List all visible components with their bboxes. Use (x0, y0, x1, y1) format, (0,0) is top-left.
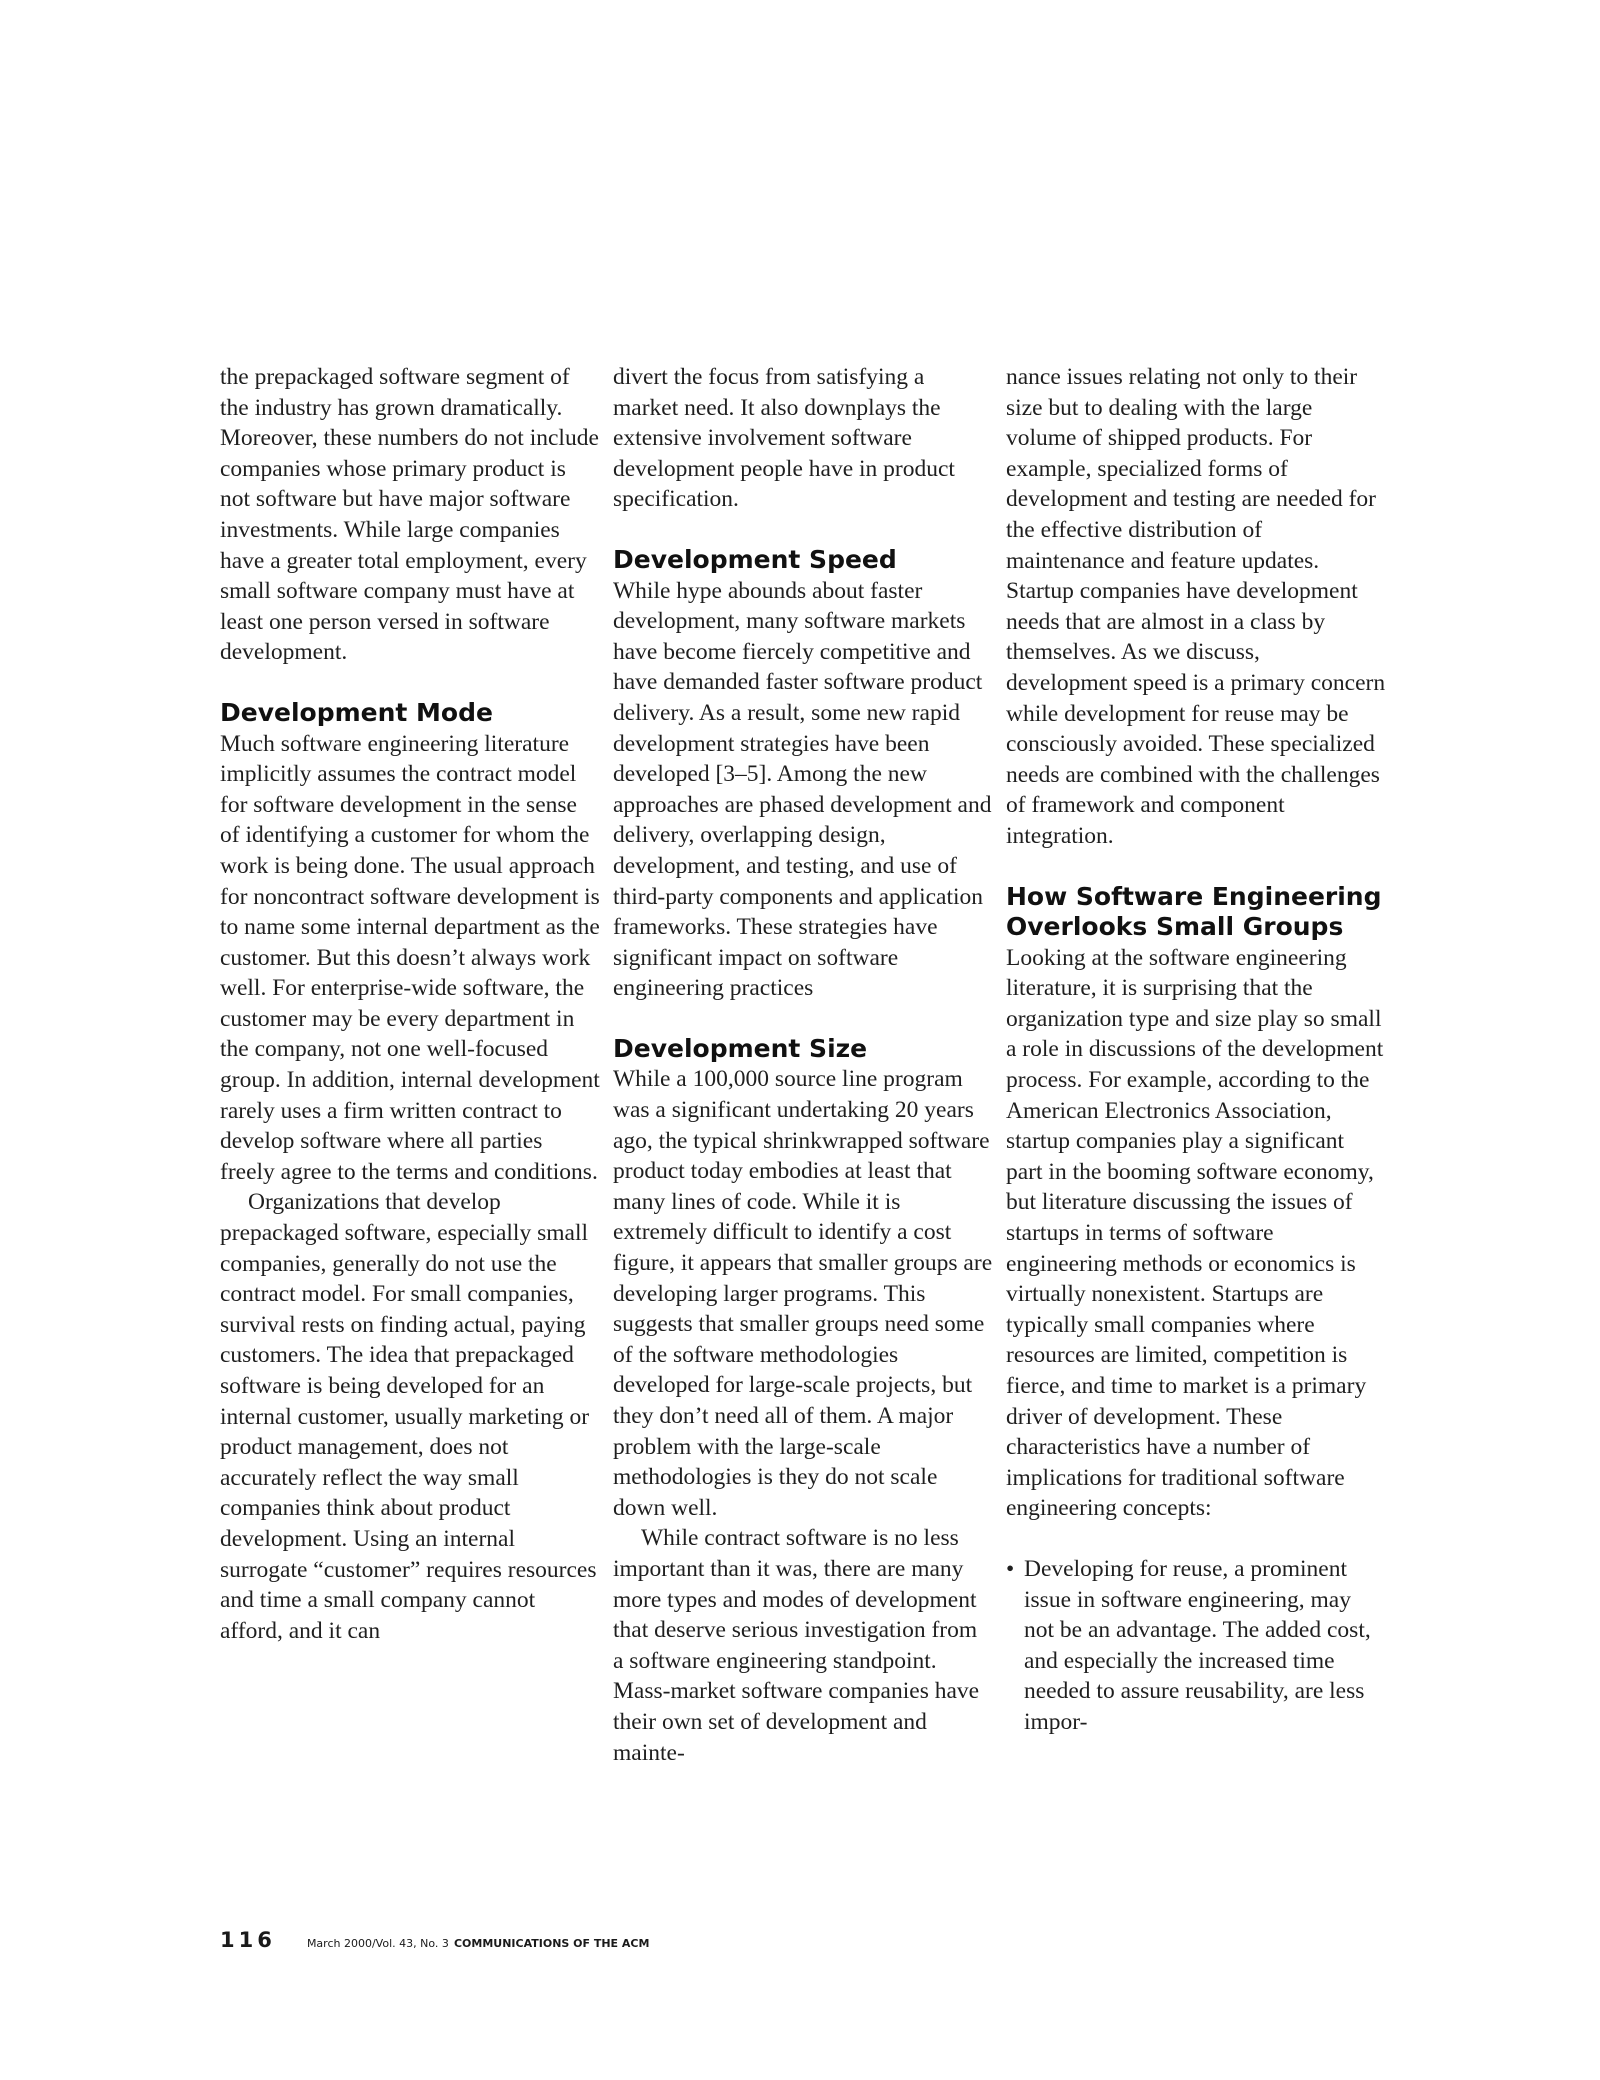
page-number: 116 (220, 1928, 276, 1952)
paragraph: While a 100,000 source line program was a significant undertaking 20 years ago, the typical shrinkwrapped software product today embodies at least that many lines of code. While it is extremely difficult to identify a cost figure, it appears that smaller groups are developing larger programs. This suggests that smaller groups need some of the software methodologies developed for large-scale projects, but they don’t need all of them. A major problem with the large-scale methodologies is they do not scale down well. (613, 1066, 993, 1521)
page-footer (220, 1928, 649, 1952)
bullet-icon: • (1006, 1555, 1015, 1582)
column-left (220, 362, 600, 1646)
paragraph: While contract software is no less important than it was, there are many more types and modes of development that deserve serious investigation from a software engineering standpoint. Mass-market software companies have their own set of development and mainte- (613, 1525, 980, 1766)
issue-info: March 2000/Vol. 43, No. 3 (306, 1937, 449, 1950)
paragraph: divert the focus from satisfying a market need. It also downplays the extensive involvement software development people have in product specification. (613, 364, 955, 513)
bullet-text: Developing for reuse, a prominent issue in software engineering, may not be an advantage. The added cost, and especially the increased time needed to assure reusability, are less impor- (1024, 1555, 1371, 1735)
section-heading-development-size: Development Size (613, 1033, 868, 1063)
column-middle (613, 362, 993, 1768)
bullet-item (1006, 1554, 1386, 1738)
paragraph: the prepackaged software segment of the industry has grown dramatically. Moreover, these numbers do not include companies whose primary product is not software but have major software investments. While large companies have a greater total employment, every small software company must have at least one person versed in software development. (220, 364, 599, 666)
column-right (1006, 362, 1386, 1738)
paragraph: Organizations that develop prepackaged software, especially small companies, generally do not use the contract model. For small companies, survival rests on finding actual, paying customers. The idea that prepackaged software is being developed for an internal customer, usually marketing or product management, does not accurately reflect the way small companies think about product development. Using an internal surrogate “customer” requires resources and time a small company cannot afford, and it can (220, 1189, 597, 1644)
paragraph: Looking at the software engineering literature, it is surprising that the organization type and size play so small a role in discussions of the development process. For example, according to the American Electronics Association, startup companies play a significant part in the booming software economy, but literature discussing the issues of startups in terms of software engineering methods or economics is virtually nonexistent. Startups are typically small companies where resources are limited, competition is fierce, and time to market is a primary driver of development. These characteristics have a number of implications for traditional software engineering concepts: (1006, 944, 1384, 1522)
section-heading-development-mode: Development Mode (220, 697, 493, 727)
paragraph: nance issues relating not only to their size but to dealing with the large volume of shipped products. For example, specialized forms of development and testing are needed for the effective distribution of maintenance and feature updates. Startup companies have development needs that are almost in a class by themselves. As we discuss, development speed is a primary concern while development for reuse may be consciously avoided. These specialized needs are combined with the challenges of framework and component integration. (1006, 364, 1386, 849)
paragraph: While hype abounds about faster development, many software markets have become fiercely competitive and have demanded faster software product delivery. As a result, some new rapid development strategies have been developed [3–5]. Among the new approaches are phased development and delivery, overlapping design, development, and testing, and use of third-party components and application frameworks. These strategies have significant impact on software engineering practices (613, 577, 992, 1002)
paragraph: Much software engineering literature implicitly assumes the contract model for software development in the sense of identifying a customer for whom the work is being done. The usual approach for noncontract software development is to name some internal department as the customer. But this doesn’t always work well. For enterprise-wide software, the customer may be every department in the company, not one well-focused group. In addition, internal development rarely uses a firm written contract to develop software where all parties freely agree to the terms and conditions. (220, 730, 600, 1185)
section-heading-small-groups: How Software Engineering Overlooks Small Groups (1006, 881, 1382, 942)
journal-name: COMMUNICATIONS OF THE ACM (453, 1937, 650, 1950)
section-heading-development-speed: Development Speed (613, 544, 897, 574)
